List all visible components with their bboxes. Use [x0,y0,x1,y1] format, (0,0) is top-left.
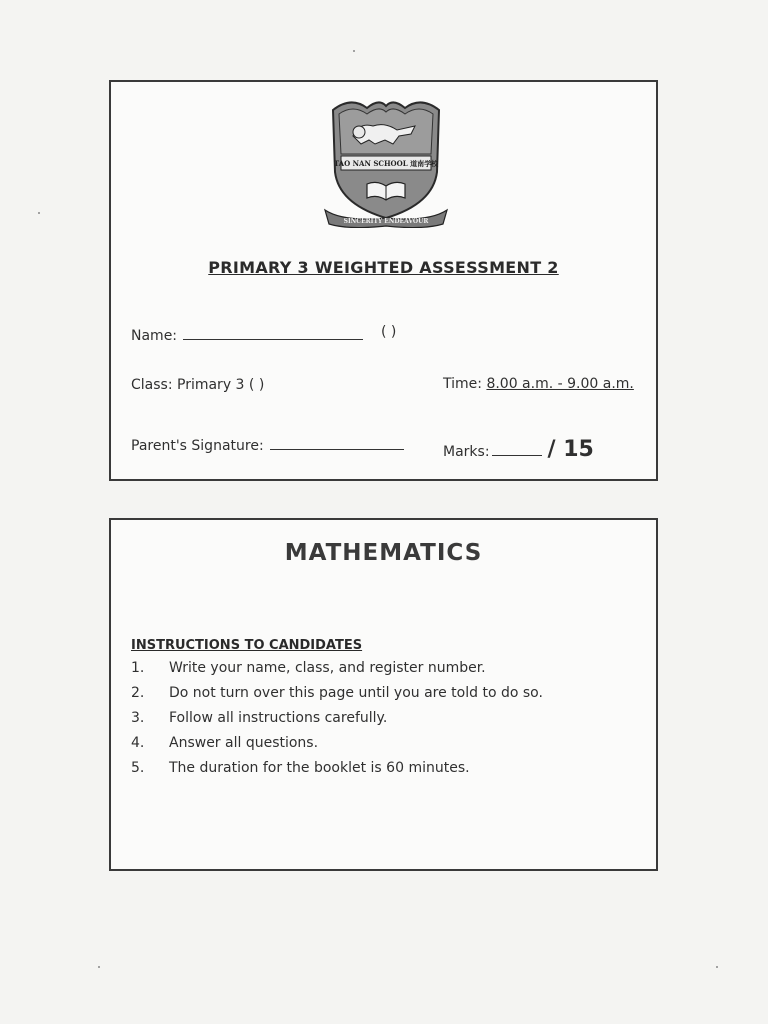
assessment-title: PRIMARY 3 WEIGHTED ASSESSMENT 2 [208,258,559,277]
name-label: Name: [131,328,178,344]
instructions-heading: INSTRUCTIONS TO CANDIDATES [131,638,363,653]
scan-speck [716,966,718,968]
time-field [443,376,634,392]
instruction-text: Answer all questions. [169,735,319,751]
crest-school-text: TAO NAN SCHOOL 道南学校 [333,159,439,168]
instruction-number: 4. [131,735,145,751]
instruction-text: The duration for the booklet is 60 minutes. [169,760,470,776]
instruction-text: Follow all instructions carefully. [169,710,388,726]
time-value: 8.00 a.m. - 9.00 a.m. [486,376,634,392]
subject-title: MATHEMATICS [284,540,483,566]
instruction-text: Do not turn over this page until you are told to do so. [169,685,543,701]
marks-field [443,437,594,462]
instruction-item [131,710,543,735]
instruction-item [131,735,543,760]
school-crest-logo [323,92,449,228]
scan-speck [38,212,40,214]
scan-speck [98,966,100,968]
signature-label: Parent's Signature: [131,438,264,454]
signature-blank-line[interactable] [270,437,404,450]
instruction-text: Write your name, class, and register number. [169,660,486,676]
instruction-number: 3. [131,710,145,726]
instruction-item [131,760,543,785]
parent-signature-field[interactable] [131,437,404,454]
instruction-number: 1. [131,660,145,676]
scan-speck [353,50,355,52]
marks-blank-line [492,443,542,456]
class-field[interactable]: Class: Primary 3 ( ) [131,377,265,393]
marks-label: Marks: [443,444,490,460]
instructions-box [109,518,658,871]
instruction-item [131,685,543,710]
instructions-list [131,660,543,785]
time-label: Time: [443,376,482,392]
crest-motto-text: SINCERITY ENDEAVOUR [343,218,429,225]
instruction-number: 5. [131,760,145,776]
name-field[interactable] [131,327,363,344]
instruction-number: 2. [131,685,145,701]
marks-total: / 15 [547,437,594,462]
cover-header-box [109,80,658,481]
register-number-parens[interactable]: ( ) [381,324,397,340]
name-blank-line[interactable] [183,327,363,340]
instruction-item [131,660,543,685]
